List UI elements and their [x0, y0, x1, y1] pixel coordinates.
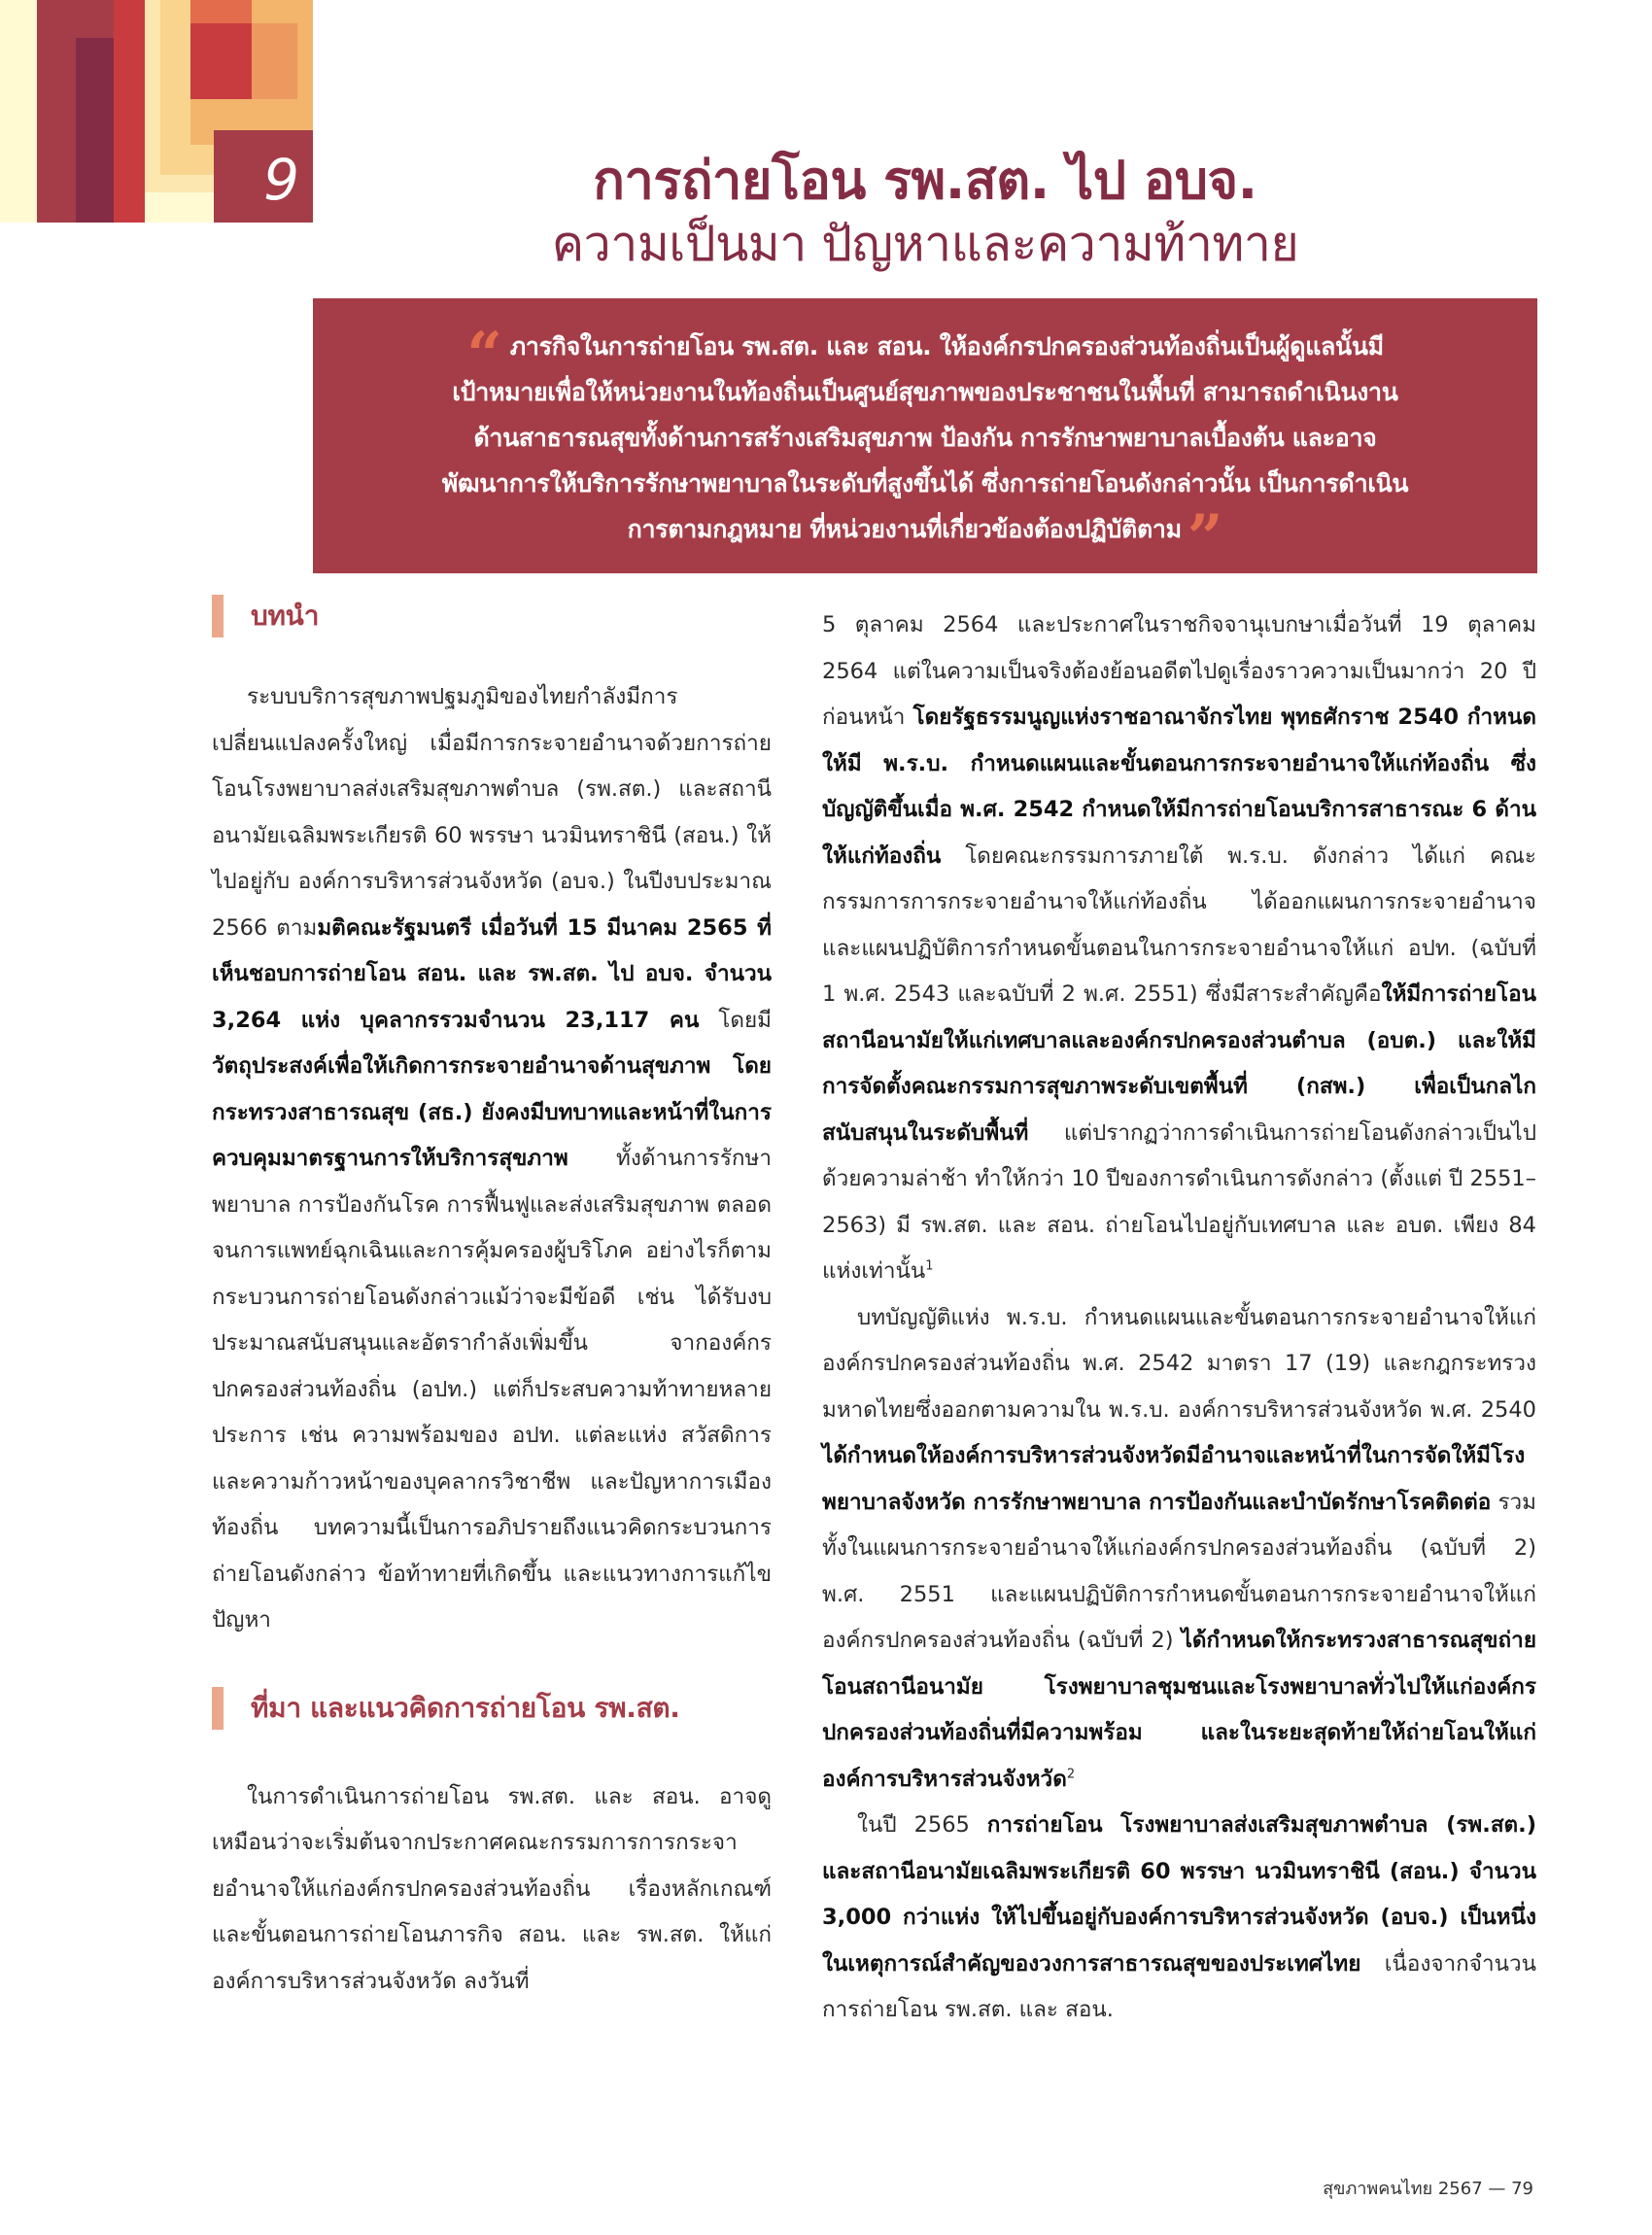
open-quote-icon: “: [466, 319, 502, 392]
section-heading-label: ที่มา และแนวคิดการถ่ายโอน รพ.สต.: [251, 1691, 680, 1724]
quote-line: พัฒนาการให้บริการรักษาพยาบาลในระดับที่สูงขึ้นได้ ซึ่งการถ่ายโอนดังกล่าวนั้น เป็นการดำเนิน: [441, 469, 1409, 498]
footnote-ref: 1: [925, 1258, 934, 1274]
page-footer: สุขภาพคนไทย 2567 — 79: [1323, 2179, 1533, 2199]
page-subtitle: ความเป็นมา ปัญหาและความท้าทาย: [551, 216, 1299, 272]
footnote-ref: 2: [1066, 1767, 1076, 1781]
heading-accent-bar: [212, 595, 224, 637]
decorative-corner-blocks: [0, 0, 313, 223]
close-quote-icon: ”: [1187, 501, 1223, 574]
intro-paragraph: ระบบบริการสุขภาพปฐมภูมิของไทยกำลังมีการเปลี่ยนแปลงครั้งใหญ่ เมื่อมีการกระจายอำนาจด้วยการถ่ายโอนโรงพยาบาลส่งเสริมสุขภาพตำบล (รพ.สต.) และสถานีอนามัยเฉลิมพระเกียรติ 60 พรรษา นวมินทราชินี (สอน.) ให้ไปอยู่กับ องค์การบริหารส่วนจังหวัด (อบจ.) ในปีงบประมาณ 2566 ตามมติคณะรัฐมนตรี เมื่อวันที่ 15 มีนาคม 2565 ที่เห็นชอบการถ่ายโอน สอน. และ รพ.สต. ไป อบจ. จำนวน 3,264 แห่ง บุคลากรรวมจำนวน 23,117 คน โดยมีวัตถุประสงค์เพื่อให้เกิดการกระจายอำนาจด้านสุขภาพ โดยกระทรวงสาธารณสุข (สธ.) ยังคงมีบทบาทและหน้าที่ในการควบคุมมาตรฐานการให้บริการสุขภาพ ทั้งด้านการรักษาพยาบาล การป้องกันโรค การฟื้นฟูและส่งเสริมสุขภาพ ตลอดจนการแพทย์ฉุกเฉินและการคุ้มครองผู้บริโภค อย่างไรก็ตาม กระบวนการถ่ายโอนดังกล่าวแม้ว่าจะมีข้อดี เช่น ได้รับงบประมาณสนับสนุนและอัตรากำลังเพิ่มขึ้น จากองค์กรปกครองส่วนท้องถิ่น (อปท.) แต่ก็ประสบความท้าทายหลายประการ เช่น ความพร้อมของ อปท. แต่ละแห่ง สวัสดิการและความก้าวหน้าของบุคลากรวิชาชีพ และปัญหาการเมืองท้องถิ่น บทความนี้เป็นการอภิปรายถึงแนวคิดกระบวนการถ่ายโอนดังกล่าว ข้อท้าทายที่เกิดขึ้น และแนวทางการแก้ไขปัญหา: [212, 684, 772, 1633]
origin-paragraph: ในการดำเนินการถ่ายโอน รพ.สต. และ สอน. อาจดูเหมือนว่าจะเริ่มต้นจากประกาศคณะกรรมการการกระจายอำนาจให้แก่องค์กรปกครองส่วนท้องถิ่น เรื่องหลักเกณฑ์และขั้นตอนการถ่ายโอนภารกิจ สอน. และ รพ.สต. ให้แก่องค์การบริหารส่วนจังหวัด ลงวันที่: [212, 1783, 772, 1994]
section-heading-origin: [212, 1687, 772, 1730]
deco-block-cream: [0, 0, 37, 223]
deco-block-red-square: [190, 23, 252, 99]
quote-line: ด้านสาธารณสุขทั้งด้านการสร้างเสริมสุขภาพ ป้องกัน การรักษาพยาบาลเบื้องต้น และอาจ: [473, 424, 1377, 452]
page-title: การถ่ายโอน รพ.สต. ไป อบจ.: [593, 150, 1257, 211]
section-heading-intro: [212, 595, 772, 637]
chapter-number: 9: [214, 130, 313, 223]
quote-line: เป้าหมายเพื่อให้หน่วยงานในท้องถิ่นเป็นศูนย์สุขภาพของประชาชนในพื้นที่ สามารถดำเนินงาน: [452, 378, 1398, 406]
deco-block-red: [114, 0, 145, 223]
quote-line: “ ภารกิจในการถ่ายโอน รพ.สต. และ สอน. ให้องค์กรปกครองส่วนท้องถิ่นเป็นผู้ดูแลนั้นมี: [466, 319, 1384, 392]
pull-quote-box: [313, 298, 1537, 573]
deco-block-orange: [190, 0, 252, 23]
continued-paragraph: 5 ตุลาคม 2564 และประกาศในราชกิจจานุเบกษาเมื่อวันที่ 19 ตุลาคม 2564 แต่ในความเป็นจริงต้องย้อนอดีตไปดูเรื่องราวความเป็นมากว่า 20 ปีก่อนหน้า โดยรัฐธรรมนูญแห่งราชอาณาจักรไทย พุทธศักราช 2540 กำหนดให้มี พ.ร.บ. กำหนดแผนและขั้นตอนการกระจายอำนาจให้แก่ท้องถิ่น ซึ่งบัญญัติขึ้นเมื่อ พ.ศ. 2542 กำหนดให้มีการถ่ายโอนบริการสาธารณะ 6 ด้าน ให้แก่ท้องถิ่น โดยคณะกรรมการภายใต้ พ.ร.บ. ดังกล่าว ได้แก่ คณะกรรมการการกระจายอำนาจให้แก่ท้องถิ่น ได้ออกแผนการกระจายอำนาจและแผนปฏิบัติการกำหนดขั้นตอนในการกระจายอำนาจให้แก่ อปท. (ฉบับที่ 1 พ.ศ. 2543 และฉบับที่ 2 พ.ศ. 2551) ซึ่งมีสาระสำคัญคือให้มีการถ่ายโอนสถานีอนามัยให้แก่เทศบาลและองค์กรปกครองส่วนตำบล (อบต.) และให้มีการจัดตั้งคณะกรรมการสุขภาพระดับเขตพื้นที่ (กสพ.) เพื่อเป็นกลไกสนับสนุนในระดับพื้นที่ แต่ปรากฏว่าการดำเนินการถ่ายโอนดังกล่าวเป็นไปด้วยความล่าช้า ทำให้กว่า 10 ปีของการดำเนินการดังกล่าว (ตั้งแต่ ปี 2551–2563) มี รพ.สต. และ สอน. ถ่ายโอนไปอยู่กับเทศบาล และ อบต. เพียง 84 แห่งเท่านั้น$^1$: [822, 612, 1536, 1284]
left-column: [212, 595, 772, 2005]
law-paragraph: บทบัญญัติแห่ง พ.ร.บ. กำหนดแผนและขั้นตอนการกระจายอำนาจให้แก่องค์กรปกครองส่วนท้องถิ่น พ.ศ. 2542 มาตรา 17 (19) และกฎกระทรวงมหาดไทยซึ่งออกตามความใน พ.ร.บ. องค์การบริหารส่วนจังหวัด พ.ศ. 2540 ได้กำหนดให้องค์การบริหารส่วนจังหวัดมีอำนาจและหน้าที่ในการจัดให้มีโรงพยาบาลจังหวัด การรักษาพยาบาล การป้องกันและบำบัดรักษาโรคติดต่อ รวมทั้งในแผนการกระจายอำนาจให้แก่องค์กรปกครองส่วนท้องถิ่น (ฉบับที่ 2) พ.ศ. 2551 และแผนปฏิบัติการกำหนดขั้นตอนการกระจายอำนาจให้แก่องค์กรปกครองส่วนท้องถิ่น (ฉบับที่ 2) ได้กำหนดให้กระทรวงสาธารณสุขถ่ายโอนสถานีอนามัย โรงพยาบาลชุมชนและโรงพยาบาลทั่วไปให้แก่องค์กรปกครองส่วนท้องถิ่นที่มีความพร้อม และในระยะสุดท้ายให้ถ่ายโอนให้แก่องค์การบริหารส่วนจังหวัด$^2$: [822, 1304, 1536, 1792]
deco-block-peach: [252, 23, 297, 99]
quote-line: การตามกฎหมาย ที่หน่วยงานที่เกี่ยวข้องต้องปฏิบัติตาม”: [627, 501, 1223, 574]
right-column: [822, 602, 1536, 2034]
section-heading-label: บทนำ: [251, 600, 320, 633]
transfer-2565-paragraph: ในปี 2565 การถ่ายโอน โรงพยาบาลส่งเสริมสุขภาพตำบล (รพ.สต.) และสถานีอนามัยเฉลิมพระเกียรติ 60 พรรษา นวมินทราชินี (สอน.) จำนวน 3,000 กว่าแห่ง ให้ไปขึ้นอยู่กับองค์การบริหารส่วนจังหวัด (อบจ.) เป็นหนึ่งในเหตุการณ์สำคัญของวงการสาธารณสุขของประเทศไทย เนื่องจากจำนวนการถ่ายโอน รพ.สต. และ สอน.: [822, 1812, 1536, 2022]
deco-block-maroon: [76, 38, 114, 223]
heading-accent-bar: [212, 1687, 224, 1730]
